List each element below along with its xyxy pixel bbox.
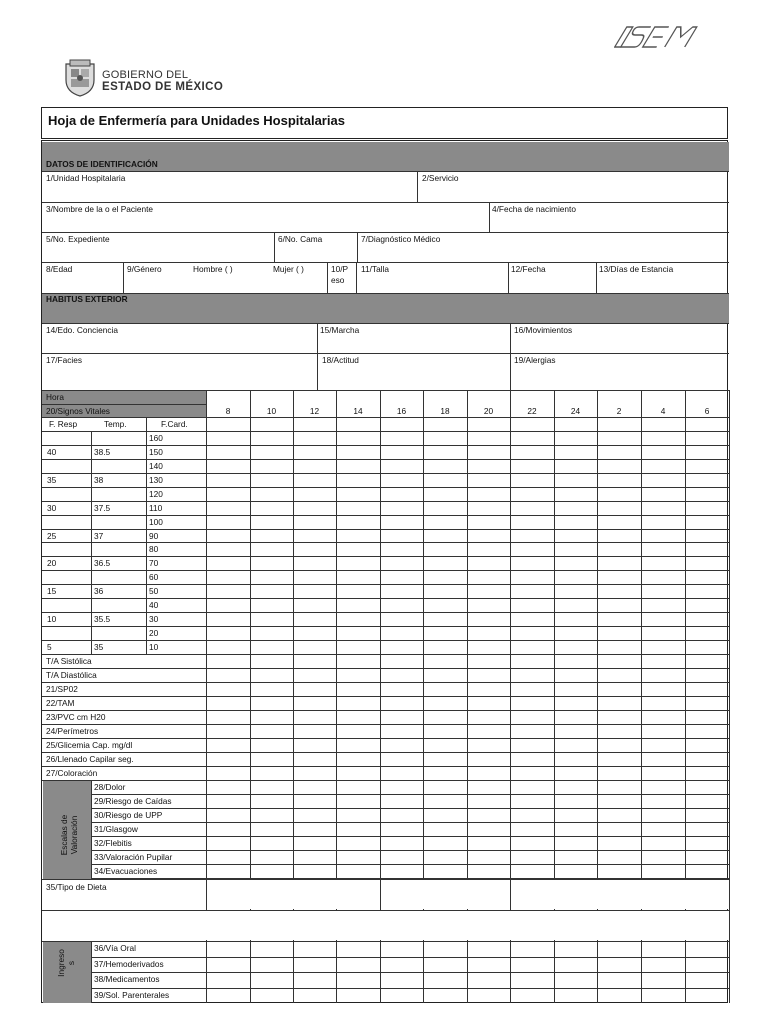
f-card-value: 120 (149, 489, 163, 499)
field-dias-estancia: 13/Días de Estancia (599, 264, 674, 274)
ingresos-label-b: s (66, 960, 76, 966)
field-talla: 11/Talla (361, 264, 389, 274)
grid-line (91, 836, 729, 837)
f-resp-value: 30 (47, 503, 57, 513)
field-unidad-hospitalaria: 1/Unidad Hospitalaria (46, 173, 126, 183)
grid-line (356, 262, 357, 293)
measure-row-label: 21/SP02 (46, 684, 78, 694)
ingreso-item-label: 36/Vía Oral (94, 943, 136, 953)
grid-line (91, 431, 92, 654)
measure-row-label: 25/Glicemia Cap. mg/dl (46, 740, 133, 750)
hour-6: 6 (704, 406, 710, 416)
grid-line (91, 808, 729, 809)
grid-line (42, 668, 729, 669)
ingresos-vertical-label (56, 943, 78, 983)
field-peso-a: 10/P (331, 264, 349, 274)
col-f-card: F.Card. (161, 419, 188, 429)
f-card-value: 140 (149, 461, 163, 471)
grid-line (42, 262, 729, 263)
grid-line (42, 293, 729, 294)
gob-line2: ESTADO DE MÉXICO (102, 81, 224, 93)
f-resp-value: 25 (47, 531, 57, 541)
temp-value: 35 (94, 642, 104, 652)
f-card-value: 130 (149, 475, 163, 485)
f-card-value: 160 (149, 433, 163, 443)
field-fecha-nacimiento: 4/Fecha de nacimiento (492, 204, 576, 214)
measure-row-label: T/A Sistólica (46, 656, 92, 666)
hour-4: 4 (660, 406, 666, 416)
section-title-habitus: HABITUS EXTERIOR (46, 294, 128, 304)
gob-line1: GOBIERNO DEL (102, 69, 189, 81)
f-card-value: 60 (149, 572, 159, 582)
grid-line (42, 752, 729, 753)
field-facies: 17/Facies (46, 355, 82, 365)
field-peso-b: eso (331, 275, 345, 285)
f-card-value: 150 (149, 447, 163, 457)
hour-8: 8 (225, 406, 231, 416)
temp-value: 38 (94, 475, 104, 485)
f-card-value: 50 (149, 586, 159, 596)
escalas-label-b: Valoración (69, 815, 79, 855)
hour-10: 10 (266, 406, 277, 416)
grid-line (91, 822, 729, 823)
hour-16: 16 (396, 406, 407, 416)
field-actitud: 18/Actitud (322, 355, 359, 365)
field-mujer: Mujer ( ) (273, 264, 304, 274)
hour-2: 2 (616, 406, 622, 416)
grid-line (489, 202, 490, 232)
grid-line (123, 262, 124, 293)
hour-18: 18 (440, 406, 450, 416)
grid-line (42, 202, 729, 203)
grid-line (146, 417, 147, 654)
signos-vitales-label: 20/Signos Vitales (46, 406, 110, 416)
ingresos-label-a: Ingreso (56, 949, 66, 977)
field-no-cama: 6/No. Cama (278, 234, 323, 244)
f-card-value: 90 (149, 531, 159, 541)
grid-line (729, 390, 730, 1003)
grid-line (42, 724, 729, 725)
cover (43, 911, 728, 940)
grid-line (91, 988, 729, 989)
hour-22: 22 (527, 406, 537, 416)
field-genero: 9/Género (127, 264, 162, 274)
escala-item-label: 32/Flebitis (94, 838, 132, 848)
grid-line (508, 262, 509, 293)
grid-line (42, 323, 729, 324)
f-card-value: 20 (149, 628, 159, 638)
grid-line (42, 710, 729, 711)
f-resp-value: 10 (47, 614, 57, 624)
grid-line (42, 171, 729, 172)
field-edad: 8/Edad (46, 264, 73, 274)
ingreso-item-label: 39/Sol. Parenterales (94, 990, 170, 1000)
field-nombre-paciente: 3/Nombre de la o el Paciente (46, 204, 154, 214)
f-card-value: 110 (149, 503, 163, 513)
ingreso-item-label: 37/Hemoderivados (94, 959, 164, 969)
field-hombre: Hombre ( ) (193, 264, 233, 274)
cover (381, 880, 509, 909)
col-f-resp: F. Resp (49, 419, 78, 429)
grid-line (91, 972, 729, 973)
escala-item-label: 34/Evacuaciones (94, 866, 158, 876)
grid-line (510, 323, 511, 390)
grid-line (42, 696, 729, 697)
section-title-datos: DATOS DE IDENTIFICACIÓN (46, 159, 158, 169)
grid-line (42, 941, 729, 942)
f-resp-value: 20 (47, 558, 57, 568)
field-alergias: 19/Alergias (514, 355, 556, 365)
f-resp-value: 15 (47, 586, 57, 596)
temp-value: 38.5 (94, 447, 111, 457)
f-card-value: 40 (149, 600, 159, 610)
grid-line (327, 262, 328, 293)
hour-14: 14 (353, 406, 363, 416)
grid-line (42, 353, 729, 354)
grid-line (317, 323, 318, 390)
f-card-value: 80 (149, 544, 159, 554)
form-table (41, 140, 728, 1003)
gobierno-wordmark (102, 69, 223, 93)
grid-line (42, 780, 729, 781)
field-movimientos: 16/Movimientos (514, 325, 573, 335)
grid-line (91, 957, 729, 958)
temp-value: 37 (94, 531, 104, 541)
f-card-value: 30 (149, 614, 159, 624)
field-servicio: 2/Servicio (422, 173, 459, 183)
section-band-habitus (42, 293, 729, 323)
field-edo-conciencia: 14/Edo. Conciencia (46, 325, 118, 335)
field-no-expediente: 5/No. Expediente (46, 234, 110, 244)
grid-line (42, 766, 729, 767)
temp-value: 35.5 (94, 614, 111, 624)
grid-line (42, 654, 729, 655)
grid-line (42, 404, 206, 405)
grid-line (274, 232, 275, 262)
f-resp-value: 5 (47, 642, 52, 652)
grid-line (42, 682, 729, 683)
field-fecha: 12/Fecha (511, 264, 546, 274)
measure-row-label: 23/PVC cm H20 (46, 712, 106, 722)
measure-row-label: 26/Llenado Capilar seg. (46, 754, 134, 764)
f-card-value: 100 (149, 517, 163, 527)
dieta-label: 35/Tipo de Dieta (46, 882, 107, 892)
escala-item-label: 31/Glasgow (94, 824, 138, 834)
measure-row-label: 24/Perímetros (46, 726, 99, 736)
title-box (41, 107, 728, 139)
grid-line (42, 738, 729, 739)
field-marcha: 15/Marcha (320, 325, 360, 335)
coat-of-arms-icon (62, 58, 98, 98)
f-card-value: 70 (149, 558, 159, 568)
isem-logo (614, 24, 712, 50)
grid-line (91, 850, 729, 851)
temp-value: 36.5 (94, 558, 111, 568)
f-card-value: 10 (149, 642, 159, 652)
escalas-vertical-label (59, 805, 83, 865)
cover (511, 880, 728, 909)
grid-line (417, 171, 418, 202)
measure-row-label: 22/TAM (46, 698, 75, 708)
escalas-label-a: Escalas de (59, 814, 69, 856)
hour-20: 20 (483, 406, 494, 416)
escala-item-label: 30/Riesgo de UPP (94, 810, 163, 820)
hour-12: 12 (309, 406, 320, 416)
measure-row-label: T/A Diastólica (46, 670, 97, 680)
escala-item-label: 28/Dolor (94, 782, 126, 792)
hora-label: Hora (46, 392, 64, 402)
f-resp-value: 35 (47, 475, 57, 485)
grid-line (91, 794, 729, 795)
grid-line (91, 864, 729, 865)
page-title: Hoja de Enfermería para Unidades Hospitalarias (48, 113, 345, 128)
escala-item-label: 29/Riesgo de Caídas (94, 796, 172, 806)
escala-item-label: 33/Valoración Pupilar (94, 852, 173, 862)
grid-line (42, 390, 729, 391)
grid-line (596, 262, 597, 293)
col-temp: Temp. (104, 419, 127, 429)
temp-value: 36 (94, 586, 104, 596)
field-diagnostico: 7/Diagnóstico Médico (361, 234, 441, 244)
hour-24: 24 (570, 406, 581, 416)
temp-value: 37.5 (94, 503, 111, 513)
cover (207, 880, 379, 909)
f-resp-value: 40 (47, 447, 57, 457)
ingreso-item-label: 38/Medicamentos (94, 974, 160, 984)
measure-row-label: 27/Coloración (46, 768, 98, 778)
grid-line (357, 232, 358, 262)
grid-line (42, 232, 729, 233)
